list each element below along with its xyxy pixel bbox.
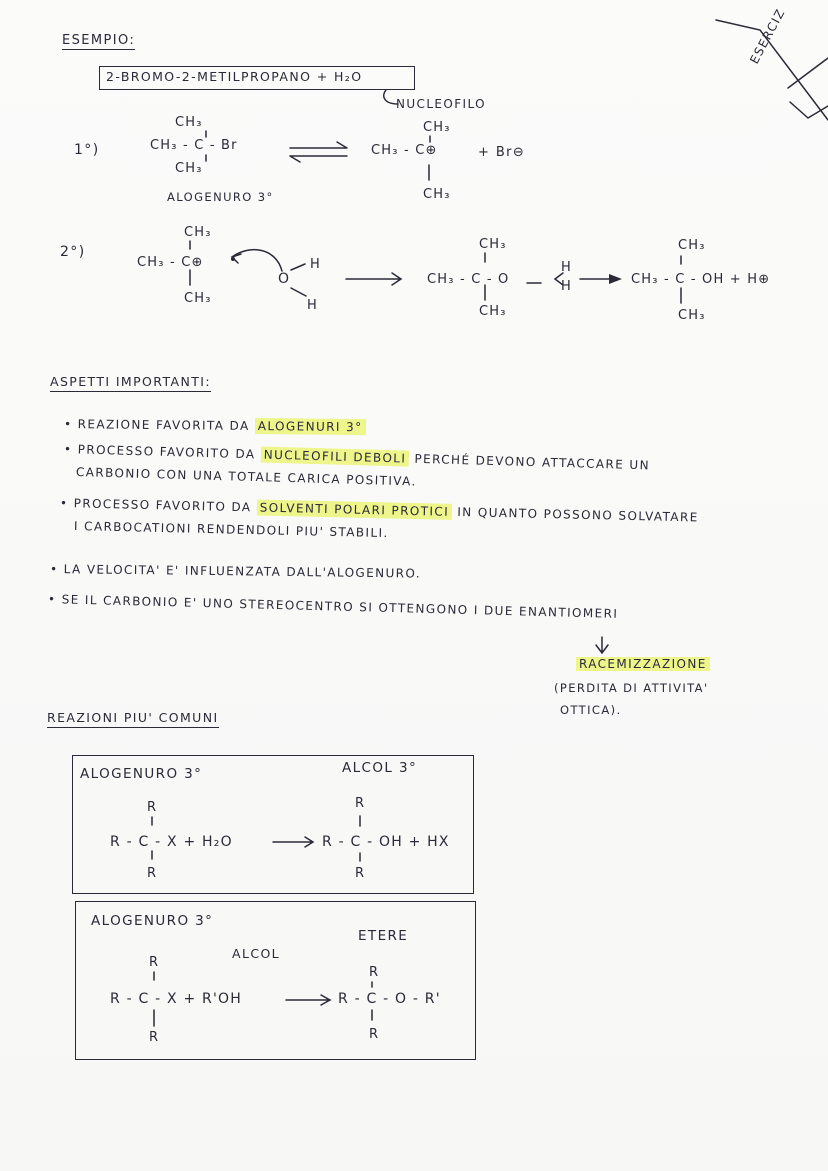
oxonium-top-group: CH₃ — [479, 237, 507, 252]
oxonium-main-chain: CH₃ - C - O — [427, 272, 510, 287]
bullet-1 — [64, 418, 366, 433]
bullet-5: • SE IL CARBONIO E' UNO STEREOCENTRO SI OTTENGONO I DUE ENANTIOMERI — [47, 592, 619, 621]
arrow-filled-head — [609, 274, 622, 284]
reactant-main-chain: CH₃ - C - Br — [150, 138, 238, 153]
product-main-chain: CH₃ - C⊕ — [371, 143, 438, 158]
box2-right-title: ETERE — [358, 928, 409, 944]
step2-label: 2°) — [60, 244, 86, 260]
water-hydrogen-1: H — [310, 257, 321, 272]
bullet-1-highlight: ALOGENURI 3° — [255, 418, 366, 435]
perdita-line-1: (PERDITA DI ATTIVITA' — [554, 681, 709, 695]
equilibrium-arrow-top — [290, 142, 347, 148]
bullet-1-text: • REAZIONE FAVORITA DA — [63, 417, 250, 433]
box2-left-title: ALOGENURO 3° — [91, 913, 214, 929]
box2-reactant-top: R — [149, 955, 160, 970]
bullet-3 — [60, 497, 699, 523]
aspetti-heading: ASPETTI IMPORTANTI: — [50, 376, 211, 392]
box1-right-title: ALCOL 3° — [342, 760, 418, 776]
box1-reactant-top: R — [147, 800, 158, 815]
racemizzazione-label: RACEMIZZAZIONE — [576, 657, 710, 671]
water-bond-2 — [291, 288, 306, 296]
water-bond-1 — [291, 264, 305, 270]
box2-reactant-bottom: R — [149, 1030, 160, 1045]
esempio-heading: ESEMPIO: — [62, 33, 136, 48]
box1-reactant-main: R - C - X + H₂O — [110, 834, 233, 850]
box2-product-bottom: R — [369, 1027, 380, 1042]
product-bottom-group: CH₃ — [423, 187, 451, 202]
cation-main-chain: CH₃ - C⊕ — [137, 255, 204, 270]
box1-product-top: R — [355, 796, 366, 811]
box2-product-main: R - C - O - R' — [338, 991, 441, 1007]
cation-bottom-group: CH₃ — [184, 291, 212, 306]
box1-product-main: R - C - OH + HX — [322, 834, 450, 850]
final-top-group: CH₃ — [678, 238, 706, 253]
step1-label: 1°) — [74, 142, 100, 158]
bullet-2-text-after: PERCHÉ DEVONO ATTACCARE UN — [414, 451, 651, 473]
bullet-4: • LA VELOCITA' E' INFLUENZATA DALL'ALOGENURO. — [49, 562, 422, 581]
folder-tab-inner-2 — [790, 102, 828, 118]
attack-arrow-head — [232, 254, 241, 263]
bullet-2-line-2: CARBONIO CON UNA TOTALE CARICA POSITIVA. — [75, 465, 417, 489]
bullet-3-line-2: I CARBOCATIONI RENDENDOLI PIU' STABILI. — [73, 519, 389, 541]
equilibrium-arrow-bottom — [290, 156, 347, 162]
oxonium-bottom-group: CH₃ — [479, 304, 507, 319]
esercizi-tab: ESERCIZ — [747, 6, 788, 67]
product-top-group: CH₃ — [423, 120, 451, 135]
cation-top-group: CH₃ — [184, 225, 212, 240]
reactant-bottom-group: CH₃ — [175, 161, 203, 176]
box1-product-bottom: R — [355, 866, 366, 881]
bullet-3-text-after: IN QUANTO POSSONO SOLVATARE — [457, 505, 699, 525]
final-bottom-group: CH₃ — [678, 308, 706, 323]
reactant-top-group: CH₃ — [175, 115, 203, 130]
bromide-ion: + Br⊖ — [478, 145, 526, 160]
final-main-chain: CH₃ - C - OH + H⊕ — [631, 272, 771, 287]
oxonium-hydrogen-2: H — [561, 279, 572, 294]
box2-reactant-main: R - C - X + R'OH — [110, 991, 242, 1007]
perdita-line-2: OTTICA). — [560, 703, 622, 717]
water-hydrogen-2: H — [307, 298, 318, 313]
step2-arrow — [346, 273, 401, 285]
reaction-title: 2-BROMO-2-METILPROPANO + H₂O — [106, 69, 363, 84]
bullet-3-highlight: SOLVENTI POLARI PROTICI — [257, 499, 453, 519]
box2-middle-title: ALCOL — [232, 946, 281, 961]
cation-dot — [231, 257, 235, 261]
water-oxygen: O — [278, 271, 291, 287]
bullet-3-text: • PROCESSO FAVORITO DA — [59, 496, 252, 515]
racemizzazione-arrow — [596, 637, 608, 653]
box1-left-title: ALOGENURO 3° — [80, 766, 203, 782]
box1-reactant-bottom: R — [147, 866, 158, 881]
reazioni-heading: REAZIONI PIU' COMUNI — [47, 712, 219, 728]
oxonium-hydrogen-1: H — [561, 260, 572, 275]
folder-tab-inner — [788, 58, 828, 88]
box2-product-top: R — [369, 965, 380, 980]
bullet-2-highlight: NUCLEOFILI DEBOLI — [260, 446, 409, 466]
reactant-caption: ALOGENURO 3° — [167, 190, 274, 204]
bullet-2-text: • PROCESSO FAVORITO DA — [63, 442, 256, 462]
nucleofilo-label: NUCLEOFILO — [396, 97, 486, 111]
attack-curved-arrow — [232, 250, 282, 271]
